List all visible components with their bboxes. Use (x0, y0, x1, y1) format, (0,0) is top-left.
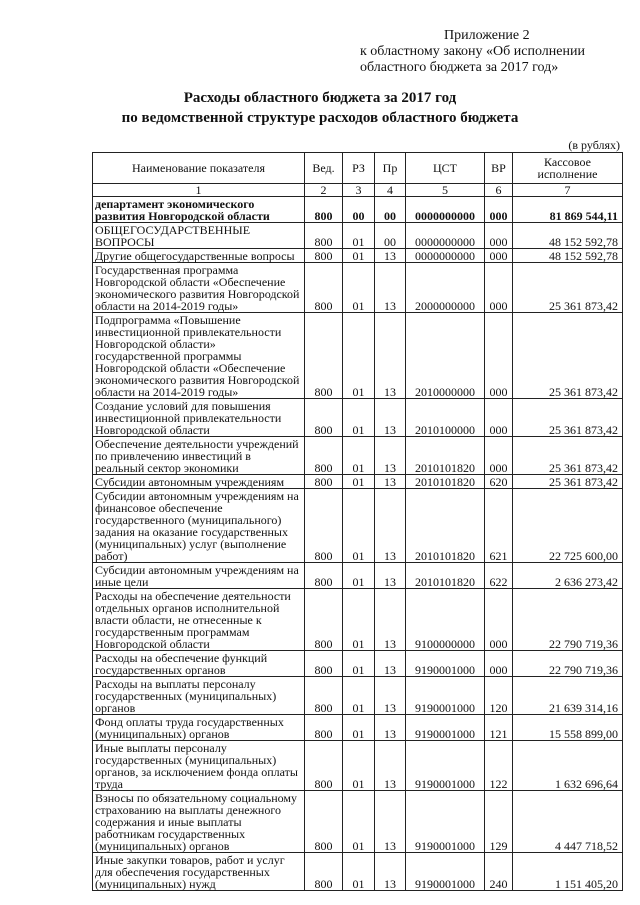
table-row (93, 223, 623, 249)
table-row (93, 197, 623, 223)
row-rz: 01 (343, 263, 375, 313)
row-rz: 01 (343, 489, 375, 563)
row-name: Расходы на обеспечение деятельности отдельных органов исполнительной власти области, не отнесенные к государственным программам Новгородской области (93, 589, 305, 651)
row-name: департамент экономического развития Новгородской области (93, 197, 305, 223)
row-name: Подпрограмма «Повышение инвестиционной привлекательности Новгородской области» государственной программы Новгородской области «Обеспечение экономического развития Новгородской области на 2014-2019 годы» (93, 313, 305, 399)
row-amount: 1 151 405,20 (513, 853, 623, 891)
appendix-line-2: к областному закону «Об исполнении (360, 44, 585, 59)
appendix-line-1: Приложение 2 (444, 28, 530, 43)
row-amount: 22 790 719,36 (513, 589, 623, 651)
row-rz: 01 (343, 399, 375, 437)
row-pr: 13 (375, 651, 406, 677)
row-name: ОБЩЕГОСУДАРСТВЕННЫЕ ВОПРОСЫ (93, 223, 305, 249)
row-amount: 4 447 718,52 (513, 791, 623, 853)
col-number: 2 (305, 184, 343, 197)
row-rz: 00 (343, 197, 375, 223)
row-cst: 2010101820 (406, 489, 485, 563)
row-amount: 81 869 544,11 (513, 197, 623, 223)
table-row (93, 489, 623, 563)
row-rz: 01 (343, 589, 375, 651)
row-vr: 621 (485, 489, 513, 563)
appendix-line-3: областного бюджета за 2017 год» (360, 60, 559, 75)
row-ved: 800 (305, 475, 343, 489)
col-number: 6 (485, 184, 513, 197)
row-name: Взносы по обязательному социальному страхованию на выплаты денежного содержания и иные выплаты работникам государственных (муниципальных) органов (93, 791, 305, 853)
row-vr: 121 (485, 715, 513, 741)
table-row (93, 677, 623, 715)
row-pr: 13 (375, 589, 406, 651)
row-cst: 9190001000 (406, 741, 485, 791)
row-vr: 000 (485, 589, 513, 651)
row-cst: 9190001000 (406, 677, 485, 715)
row-rz: 01 (343, 791, 375, 853)
row-rz: 01 (343, 651, 375, 677)
row-amount: 48 152 592,78 (513, 249, 623, 263)
row-name: Субсидии автономным учреждениям (93, 475, 305, 489)
row-name: Субсидии автономным учреждениям на иные цели (93, 563, 305, 589)
row-pr: 13 (375, 853, 406, 891)
row-pr: 13 (375, 741, 406, 791)
row-pr: 13 (375, 249, 406, 263)
col-number: 7 (513, 184, 623, 197)
col-number: 4 (375, 184, 406, 197)
row-ved: 800 (305, 489, 343, 563)
row-ved: 800 (305, 589, 343, 651)
row-vr: 122 (485, 741, 513, 791)
appendix-note (360, 28, 620, 76)
row-pr: 13 (375, 489, 406, 563)
row-vr: 120 (485, 677, 513, 715)
row-ved: 800 (305, 677, 343, 715)
row-ved: 800 (305, 263, 343, 313)
row-amount: 15 558 899,00 (513, 715, 623, 741)
row-pr: 00 (375, 223, 406, 249)
row-rz: 01 (343, 313, 375, 399)
row-pr: 13 (375, 715, 406, 741)
row-amount: 22 790 719,36 (513, 651, 623, 677)
table-row (93, 715, 623, 741)
table-row (93, 313, 623, 399)
row-amount: 25 361 873,42 (513, 399, 623, 437)
row-rz: 01 (343, 677, 375, 715)
row-vr: 000 (485, 197, 513, 223)
row-ved: 800 (305, 197, 343, 223)
row-cst: 9190001000 (406, 715, 485, 741)
row-cst: 2010100000 (406, 399, 485, 437)
row-amount: 21 639 314,16 (513, 677, 623, 715)
table-row (93, 263, 623, 313)
row-rz: 01 (343, 563, 375, 589)
table-row (93, 651, 623, 677)
header-rz: РЗ (343, 153, 375, 184)
row-ved: 800 (305, 399, 343, 437)
row-amount: 22 725 600,00 (513, 489, 623, 563)
header-pr: Пр (375, 153, 406, 184)
table-row (93, 853, 623, 891)
column-number-row (93, 184, 623, 197)
row-rz: 01 (343, 437, 375, 475)
row-vr: 000 (485, 651, 513, 677)
row-vr: 129 (485, 791, 513, 853)
row-cst: 2010101820 (406, 437, 485, 475)
table-row (93, 563, 623, 589)
row-amount: 25 361 873,42 (513, 437, 623, 475)
row-vr: 000 (485, 399, 513, 437)
row-cst: 2000000000 (406, 263, 485, 313)
row-pr: 13 (375, 437, 406, 475)
title-line-1: Расходы областного бюджета за 2017 год (183, 90, 457, 106)
header-cst: ЦСТ (406, 153, 485, 184)
row-amount: 2 636 273,42 (513, 563, 623, 589)
row-name: Обеспечение деятельности учреждений по привлечению инвестиций в реальный сектор экономики (93, 437, 305, 475)
row-ved: 800 (305, 853, 343, 891)
row-pr: 13 (375, 563, 406, 589)
col-number: 1 (93, 184, 305, 197)
title-line-2: по ведомственной структуре расходов областного бюджета (121, 110, 519, 126)
row-vr: 000 (485, 437, 513, 475)
row-rz: 01 (343, 715, 375, 741)
row-ved: 800 (305, 223, 343, 249)
row-cst: 0000000000 (406, 197, 485, 223)
row-name: Создание условий для повышения инвестиционной привлекательности Новгородской области (93, 399, 305, 437)
header-amount: Кассовое исполнение (513, 153, 623, 184)
table-row (93, 791, 623, 853)
row-ved: 800 (305, 563, 343, 589)
row-rz: 01 (343, 223, 375, 249)
row-ved: 800 (305, 651, 343, 677)
row-vr: 620 (485, 475, 513, 489)
table-row (93, 589, 623, 651)
table-row (93, 741, 623, 791)
col-number: 3 (343, 184, 375, 197)
expenditure-table (92, 152, 623, 891)
row-vr: 000 (485, 249, 513, 263)
row-name: Субсидии автономным учреждениям на финансовое обеспечение государственного (муниципального) задания на оказание государственных (муниципальных) услуг (выполнение работ) (93, 489, 305, 563)
row-pr: 13 (375, 475, 406, 489)
row-cst: 9190001000 (406, 651, 485, 677)
row-cst: 0000000000 (406, 249, 485, 263)
row-vr: 000 (485, 223, 513, 249)
row-cst: 2010101820 (406, 475, 485, 489)
row-vr: 622 (485, 563, 513, 589)
table-row (93, 399, 623, 437)
row-ved: 800 (305, 741, 343, 791)
row-rz: 01 (343, 249, 375, 263)
header-ved: Вед. (305, 153, 343, 184)
row-rz: 01 (343, 475, 375, 489)
row-cst: 2010101820 (406, 563, 485, 589)
table-row (93, 249, 623, 263)
row-name: Иные закупки товаров, работ и услуг для обеспечения государственных (муниципальных) нужд (93, 853, 305, 891)
row-vr: 000 (485, 263, 513, 313)
row-pr: 13 (375, 677, 406, 715)
row-cst: 9190001000 (406, 853, 485, 891)
row-name: Фонд оплаты труда государственных (муниципальных) органов (93, 715, 305, 741)
row-cst: 9100000000 (406, 589, 485, 651)
row-pr: 13 (375, 263, 406, 313)
table-body (93, 197, 623, 891)
row-rz: 01 (343, 853, 375, 891)
row-name: Расходы на обеспечение функций государственных органов (93, 651, 305, 677)
unit-label: (в рублях) (568, 138, 620, 152)
row-pr: 13 (375, 399, 406, 437)
row-amount: 25 361 873,42 (513, 263, 623, 313)
row-amount: 48 152 592,78 (513, 223, 623, 249)
row-name: Государственная программа Новгородской области «Обеспечение экономического развития Новгородской области на 2014-2019 годы» (93, 263, 305, 313)
row-cst: 9190001000 (406, 791, 485, 853)
row-ved: 800 (305, 249, 343, 263)
row-vr: 240 (485, 853, 513, 891)
row-amount: 25 361 873,42 (513, 313, 623, 399)
row-amount: 1 632 696,64 (513, 741, 623, 791)
row-ved: 800 (305, 437, 343, 475)
table-row (93, 437, 623, 475)
row-name: Другие общегосударственные вопросы (93, 249, 305, 263)
row-ved: 800 (305, 791, 343, 853)
row-cst: 2010000000 (406, 313, 485, 399)
header-name: Наименование показателя (93, 153, 305, 184)
row-amount: 25 361 873,42 (513, 475, 623, 489)
row-cst: 0000000000 (406, 223, 485, 249)
row-pr: 13 (375, 313, 406, 399)
row-pr: 00 (375, 197, 406, 223)
row-ved: 800 (305, 313, 343, 399)
row-ved: 800 (305, 715, 343, 741)
row-vr: 000 (485, 313, 513, 399)
header-vr: ВР (485, 153, 513, 184)
row-rz: 01 (343, 741, 375, 791)
col-number: 5 (406, 184, 485, 197)
header-row (93, 153, 623, 184)
table-row (93, 475, 623, 489)
row-pr: 13 (375, 791, 406, 853)
document-title (0, 88, 640, 128)
row-name: Иные выплаты персоналу государственных (муниципальных) органов, за исключением фонда оплаты труда (93, 741, 305, 791)
row-name: Расходы на выплаты персоналу государственных (муниципальных) органов (93, 677, 305, 715)
